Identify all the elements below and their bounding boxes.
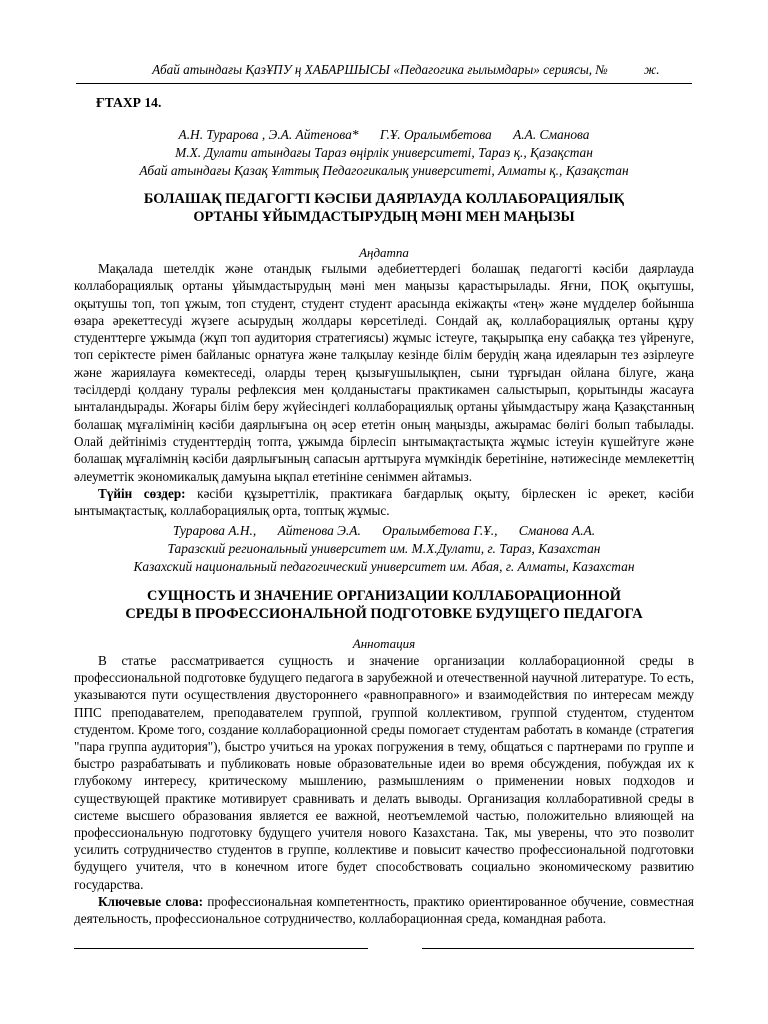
kz-title (74, 190, 694, 226)
kz-abstract-label: Аңдатпа (359, 245, 409, 260)
ru-keywords-text: профессиональная компетентность, практико ориентированное обучение, совместная деятельность, профессиональное сотрудничество, коллаборационная среда, командная работа. (74, 893, 694, 927)
ru-title (74, 587, 694, 623)
kz-title-line: БОЛАШАҚ ПЕДАГОГТІ КӘСІБИ ДАЯРЛАУДА КОЛЛАБОРАЦИЯЛЫҚ (143, 191, 625, 207)
ru-abstract-section (74, 652, 694, 927)
kz-keywords (74, 485, 694, 520)
kz-title-line: ОРТАНЫ ҰЙЫМДАСТЫРУДЫҢ МӘНІ МЕН МАҢЫЗЫ (193, 209, 575, 225)
ru-title-line: СУЩНОСТЬ И ЗНАЧЕНИЕ ОРГАНИЗАЦИИ КОЛЛАБОРАЦИОННОЙ (147, 588, 621, 604)
kz-author: А.Н. Турарова , Э.А. Айтенова* (178, 127, 359, 142)
kz-affiliation: Абай атындағы Қазақ Ұлттық Педагогикалық университеті, Алматы қ., Қазақстан (139, 163, 629, 178)
ru-author: Айтенова Э.А. (277, 523, 361, 538)
gtahr-code: ҒТАХР 14. (96, 95, 162, 110)
ru-author: Оралымбетова Г.Ұ., (382, 523, 498, 538)
kz-abstract-section (74, 260, 694, 519)
header-divider (76, 83, 692, 84)
ru-abstract: В статье рассматривается сущность и значение организации коллаборационной среды в профессиональной подготовке будущего педагога в зарубежной и отечественной научной литературе. То есть, указываются пути осуществления двустороннего «равноправного» и взаимодействия по интересам между ППС преподавателем, преподавателем группой, группой коллективом, группой студентом, студентом студентом. Кроме того, создание коллаборационной среды помогает студентам работать в команде (стратегия "пара группа аудитория"), быстро учиться на уроках погружения в тему, общаться с партнерами по группе и быстро разрабатывать и публиковать новые образовательные идеи во время обсуждения, побуждая их к глубокому интересу, критическому мышлению, размышлениям о применении новых подходов и существующей практике мотивирует сравнивать и делать выводы. Организация коллаборативной среды в системе высшего образования является ее важной, неотъемлемой частью, положительно влияющей на профессиональную подготовку будущего учителя нового Казахстана. Так, мы уверены, что это позволит усилить сотрудничество студентов в группе, коллективе и повысит качество профессиональной подготовки будущего учителя, что в конечном итоге будет способствовать социально экономическому развитию государства. (74, 653, 694, 892)
kz-keywords-text: кәсіби құзыреттілік, практикаға бағдарлық оқыту, бірлескен іс әрекет, кәсіби ынтымақтастық, коллаборациялық орта, топтық жұмыс. (74, 485, 694, 519)
kz-author: А.А. Сманова (513, 127, 590, 142)
kz-abstract: Мақалада шетелдік және отандық ғылыми әдебиеттердегі болашақ педагогті кәсіби даярлауда коллаборациялық ортаны ұйымдастырудың мәні мен маңызы қарастырылады. Яғни, ПОҚ оқытушы, оқытушы топ, топ ұжым, топ студент, студент студент арасында екіжақты «тең» және мүдделер бойынша өзара әрекеттесуді жүзеге асырудың жолдары көрсетіледі. Сондай ақ, коллаборациялық ортаны құру студенттерге ұжымда (жұп топ аудитория стратегиясы) жұмыс істеуге, тақырыпқа ену сабаққа тез үйренуге, топ серіктесте рімен байланыс орнатуға және талқылау кезінде білім берудің жаңа идеяларын тез әзірлеуге және жариялауға көмектеседі, оларды терең қызығушылықпен, сыни тұрғыдан ойлана білуге, жаңа тәсілдерді қолдану туралы рефлексия мен қолданыстағы практикамен салыстырып, қорытынды жасауға ынталандырады. Жоғары білім беру жүйесіндегі коллаборациялық ортаны ұйымдастыру жаңа Қазақстанның болашақ мұғалімінің кәсіби даярлығына оң әсер ететін оның маңызды, ажырамас бөлігі болып табылады. Олай дейтініміз студенттердің топта, ұжымда бірлесіп ынтымақтастықта жұмыс істеуін күшейтуге және болашақ мұғалімнің кәсіби даярлығының сапасын арттыруға мүмкіндік беретініне, нәтижесінде мемлекеттің әлеуметтік экономикалық дамуына ықпал ететініне сеніммен айтамыз. (74, 261, 694, 484)
ru-title-line: СРЕДЫ В ПРОФЕССИОНАЛЬНОЙ ПОДГОТОВКЕ БУДУЩЕГО ПЕДАГОГА (125, 606, 643, 622)
journal-header (76, 62, 684, 78)
ru-abstract-label: Аннотация (352, 636, 416, 651)
kz-author: Г.Ұ. Оралымбетова (379, 127, 492, 142)
ru-authors (74, 522, 694, 540)
footer-rule-left (74, 948, 368, 949)
ru-author: Турарова А.Н., (172, 523, 257, 538)
kz-affiliation: М.Х. Дулати атындағы Тараз өңірлік университеті, Тараз қ., Қазақстан (175, 145, 593, 160)
footer-rule-right (422, 948, 694, 949)
ru-keywords-label: Ключевые слова: (98, 893, 204, 909)
ru-affiliation: Таразский региональный университет им. М.Х.Дулати, г. Тараз, Казахстан (167, 541, 601, 556)
ru-author: Сманова А.А. (518, 523, 596, 538)
kz-authors (74, 126, 694, 144)
ru-affiliation: Казахский национальный педагогический университет им. Абая, г. Алматы, Казахстан (133, 559, 635, 574)
kz-keywords-label: Түйін сөздер: (98, 485, 186, 501)
journal-title: Абай атындағы ҚазҰПУ ң ХАБАРШЫСЫ «Педагогика ғылымдары» сериясы, № (152, 62, 608, 77)
journal-year-suffix: ж. (644, 62, 660, 77)
ru-keywords (74, 893, 694, 927)
